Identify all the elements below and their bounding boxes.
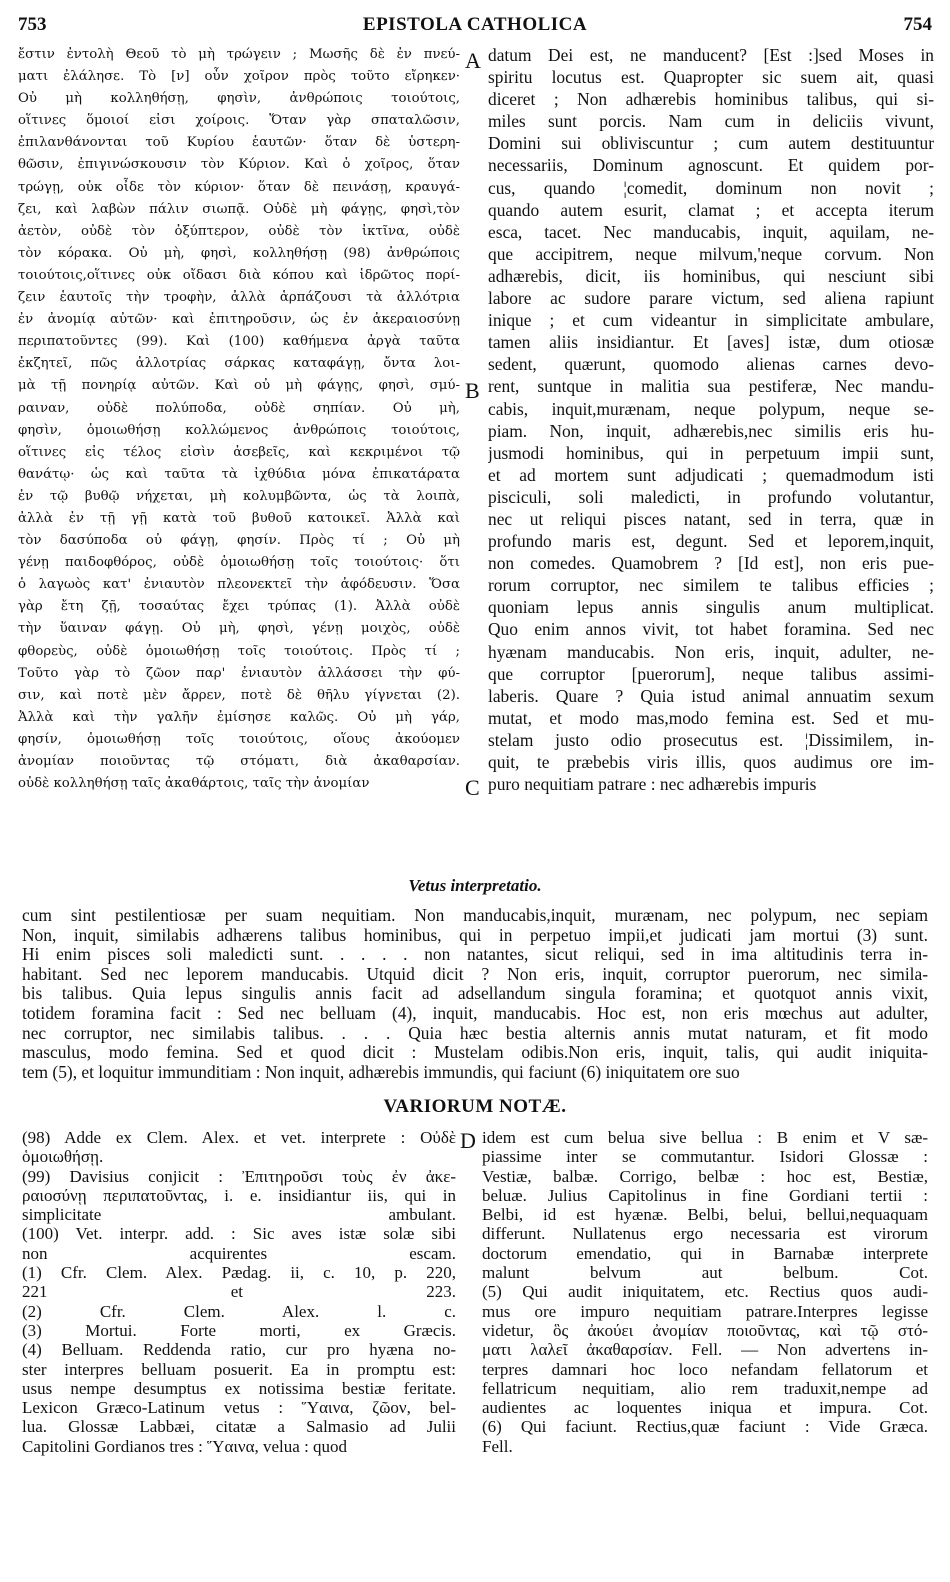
note-line: terpres damnari hoc loco nefandam fellatorum et xyxy=(482,1359,928,1379)
latin-text-line: sedent, quærunt, quomodo alienas carnes devo- xyxy=(488,354,934,375)
latin-text-line: laberis. Quare ? Quia istud animal annuatim sexum xyxy=(488,685,934,706)
greek-text-line: ραιναν, οὐδὲ πολύποδα, οὐδὲ σηπίαν. Οὐ μὴ, xyxy=(18,400,460,416)
latin-text-line: stelam justo odio prosecutus est. ¦Dissimilem, in- xyxy=(488,729,934,750)
latin-text-line: labore ac sudore parare victum, sed aliena rapiunt xyxy=(488,288,934,309)
greek-text-line: ζει, καὶ λαβὼν πάλιν σιωπᾷ. Οὐδὲ μὴ φάγῃς, φησὶ,τὸν xyxy=(18,201,460,217)
vetus-interpretatio-text xyxy=(22,906,928,1082)
greek-text-column xyxy=(18,44,460,795)
greek-text-line: ἐκζητεῖ, πῶς ἀλλοτρίας σάρκας καταφάγῃ, ὄντα λοι- xyxy=(18,356,460,372)
greek-text-line: ζειν ἑαυτοῖς τὴν τροφὴν, ἀλλὰ ἁρπάζουσι τὰ ἀλλότρια xyxy=(18,290,460,306)
latin-text-line: et ad mortem sunt adjudicati ; quemadmodum isti xyxy=(488,464,934,485)
latin-text-line: rorum corruptor, nec similem te talibus efficies ; xyxy=(488,575,934,596)
latin-text-line: cus, quando ¦comedit, dominum non novit ; xyxy=(488,177,934,198)
greek-text-line: περιπατοῦντες (99). Καὶ (100) καθήμενα ἀργὰ ταῦτα xyxy=(18,334,460,350)
greek-text-line: γένῃ παιδοφθόρος, οὐδὲ ὁμοιωθήσῃ τοῖς τοιούτοις· ὅτι xyxy=(18,555,460,571)
latin-text-line: nec ut reliqui pisces natant, sed in terra, quæ in xyxy=(488,508,934,529)
greek-text-line: τρώγῃ, οὐκ οἶδε τὸν κύριον· ὅταν δὲ πεινάσῃ, κραυγά- xyxy=(18,179,460,195)
notes-left-column xyxy=(22,1128,456,1456)
latin-text-line: miles sunt porcis. Nam cum in deliciis vivunt, xyxy=(488,111,934,132)
greek-text-line: ἐπιλανθάνονται τοῦ Κυρίου ἑαυτῶν· ὅταν δὲ ὑστερη- xyxy=(18,135,460,151)
note-line: (2) Cfr. Clem. Alex. l. c. xyxy=(22,1301,456,1321)
latin-text-line: tamen aliis insidiantur. Et [aves] istæ, dum otiosæ xyxy=(488,332,934,353)
latin-text-line: pisciculi, soli maledicti, in profundo volutantur, xyxy=(488,486,934,507)
note-line: audientes ac loquentes iniqua et impura. Cot. xyxy=(482,1398,928,1418)
variorum-notae-heading: VARIORUM NOTÆ. xyxy=(383,1096,567,1117)
running-header xyxy=(18,14,932,38)
note-line: (99) Davisius conjicit : Ἐπιτηροῦσι τοὺς ἐν ἀκε- xyxy=(22,1166,456,1186)
note-line: malunt belvum aut belbum. Cot. xyxy=(482,1263,928,1283)
latin-text-line: non comedes. Quamobrem ? [Id est], non eris pue- xyxy=(488,553,934,574)
note-line: (3) Mortui. Forte morti, ex Græcis. xyxy=(22,1320,456,1340)
greek-text-line: τοιούτοις,οἵτινες οὐκ οἴδασι διὰ κόπου καὶ ἱδρῶτος πορί- xyxy=(18,267,460,283)
note-line: Capitolini Gordianos tres : Ὕαινα, velua : quod xyxy=(22,1436,348,1456)
note-line: fellatricum nequitiam, alio rem traduxit,nempe ad xyxy=(482,1378,928,1398)
latin-text-line: spiritu locutus est. Quapropter sic suem ait, quasi xyxy=(488,67,934,88)
vetus-text-line: Hi enim pisces soli maledicti sunt. . . . . non natantes, sicut reliqui, sed in ima altitudinis terra in- xyxy=(22,945,928,965)
greek-text-line: μὰ τῇ πονηρίᾳ αὐτῶν. Καὶ οὐ μὴ φάγῃς, φησὶ, σμύ- xyxy=(18,378,460,394)
margin-letter-c: C xyxy=(465,775,480,800)
vetus-interpretatio-heading: Vetus interpretatio. xyxy=(408,876,542,895)
note-line: (98) Adde ex Clem. Alex. et vet. interprete : Οὐδὲ xyxy=(22,1128,456,1147)
left-page-number: 753 xyxy=(18,14,47,35)
greek-text-line: Τοῦτο γὰρ τὸ ζῶον παρ' ἐνιαυτὸν ἀλλάσσει τὴν φύ- xyxy=(18,665,460,681)
latin-text-line: rent, suntque in malitia sua pestiferæ, Nec mandu- xyxy=(488,376,934,397)
latin-text-line: diceret ; Non adhærebis hominibus talibus, qui si- xyxy=(488,89,934,110)
note-line: idem est cum belua sive bellua : B enim et V sæ- xyxy=(482,1128,928,1147)
note-line: Belbi, id est hyænæ. Belbi, belui, bellui,nequaquam xyxy=(482,1205,928,1225)
greek-text-line: ἐν ἀνομίᾳ αὐτῶν· καὶ ἐπιτηροῦσιν, ὡς ἐν ἀκεραιοσύνῃ xyxy=(18,312,460,328)
note-line: piassime inter se commutantur. Isidori Glossæ : xyxy=(482,1147,928,1167)
note-line: (6) Qui faciunt. Rectius,quæ faciunt : Vide Græca. xyxy=(482,1417,928,1437)
vetus-text-line: totidem foramina facit : Sed nec belluam (4), inquit, manducabis. Hoc est, non eris mœchus aut adulter, xyxy=(22,1003,928,1023)
greek-text-line: οὐδὲ κολληθήσῃ ταῖς ἀκαθάρτοις, ταῖς τὴν ἀνομίαν xyxy=(18,776,370,792)
note-line: (100) Vet. interpr. add. : Sic aves istæ solæ sibi xyxy=(22,1224,456,1244)
note-line: (5) Qui audit iniquitatem, etc. Rectius quos audi- xyxy=(482,1282,928,1302)
vetus-text-line: cum sint pestilentiosæ per suam nequitiam. Non manducabis,inquit, murænam, nec polypum, nec sepiam xyxy=(22,906,928,925)
note-line: mus ore impuro nequitiam patrare.Interpres legisse xyxy=(482,1301,928,1321)
note-line: lua. Glossæ Labbæi, citatæ a Salmasio ad Julii xyxy=(22,1417,456,1437)
note-line: videtur, ὃς ἀκούει ἀνομίαν ποιοῦντας, καὶ τῷ στό- xyxy=(482,1320,928,1340)
latin-text-line: Quo enim annos vivit, tot habet foramina. Sed nec xyxy=(488,619,934,640)
note-line: (4) Belluam. Reddenda ratio, cur pro hyæna no- xyxy=(22,1340,456,1360)
note-line: Vestiæ, balbæ. Corrigo, belbæ : hoc est, Bestiæ, xyxy=(482,1166,928,1186)
latin-text-line: hyænam manducabis. Non eris, inquit, adulter, ne- xyxy=(488,641,934,662)
greek-text-line: γὰρ ἔτη ζῇ, τοσαύτας ἔχει τρύπας (1). Ἀλλὰ οὐδὲ xyxy=(18,599,460,615)
note-line: Lexicon Græco-Latinum vetus : Ὕαινα, ζῶον, bel- xyxy=(22,1398,456,1418)
greek-text-line: ὁ λαγωὸς κατ' ἐνιαυτὸν πλεονεκτεῖ τὴν ἀφόδευσιν. Ὅσα xyxy=(18,577,460,593)
greek-text-line: ματι ἐλάλησε. Τὸ [ν] οὖν χοῖρον πρὸς τοῦτο εἴρηκεν· xyxy=(18,69,460,85)
latin-text-line: quit, te præbebis viris illis, quos audimus ore im- xyxy=(488,752,934,772)
greek-text-line: Οὐ μὴ κολληθήσῃ, φησὶν, ἀνθρώποις τοιούτοις, xyxy=(18,91,460,107)
vetus-text-line: habitant. Sed nec leporem manducabis. Utquid dicit ? Non eris, inquit, corruptor puerorum, nec simila- xyxy=(22,964,928,984)
greek-text-line: ἐν τῷ βυθῷ νήχεται, μὴ κολυμβῶντα, ὡς τὰ λοιπὰ, xyxy=(18,488,460,504)
latin-text-line: mutat, et modo mas,modo femina est. Sed et mu- xyxy=(488,707,934,728)
latin-text-line: piam. Non, inquit, adhærebis,nec similis eris hu- xyxy=(488,420,934,441)
note-line: usus nempe desumptus ex notissima bestiæ feritate. xyxy=(22,1378,456,1398)
margin-letter-a: A xyxy=(465,48,481,73)
note-line: ὁμοιωθήσῃ. xyxy=(22,1147,104,1167)
vetus-text-line: bis talibus. Quia lepus singulis annis facit ad adsellandum singula foramina; et quotquot annis vixit, xyxy=(22,984,928,1004)
greek-text-line: θῶσιν, ἐπιγινώσκουσιν τὸν Κύριον. Καὶ ὁ χοῖρος, ὅταν xyxy=(18,157,460,173)
margin-letter-b: B xyxy=(465,378,480,403)
greek-text-line: φθορεὺς, οὐδὲ ὁμοιωθήσῃ τοῖς τοιούτοις. Πρὸς τί ; xyxy=(18,643,460,659)
note-line: ματι λαλεῖ ἀκαθαρσίαν. Fell. — Non advertens in- xyxy=(482,1340,928,1360)
latin-text-line: que accipitrem, neque milvum,'neque corvum. Non xyxy=(488,243,934,264)
latin-text-line: cabis, inquit,murænam, neque polypum, neque se- xyxy=(488,398,934,419)
right-page-number: 754 xyxy=(903,14,932,35)
note-line: ραιοσύνῃ περιπατοῦντας, i. e. insidiantur iis, qui in xyxy=(22,1185,456,1205)
latin-text-line: necessariis, Dominum agnoscunt. Et quidem por- xyxy=(488,155,934,176)
note-line: doctorum emendatio, qui in Barnabæ interprete xyxy=(482,1243,928,1263)
running-title: EPISTOLA CATHOLICA xyxy=(362,14,588,35)
greek-text-line: ἀλλὰ ἐν τῇ γῇ κατὰ τοῦ βυθοῦ κατοικεῖ. Ἀλλὰ καὶ xyxy=(18,510,460,526)
vetus-text-line: Non, inquit, similabis adhærens talibus hominibus, qui in perpetuo impii,et judicati jam mortui (3) sunt. xyxy=(22,925,928,945)
greek-text-line: ἀετὸν, οὐδὲ τὸν ὀξύπτερον, οὐδὲ τὸν ἰκτῖνα, οὐδὲ xyxy=(18,223,460,239)
greek-text-line: ἀνομίαν ποιοῦντας τῷ στόματι, διὰ ἀκαθαρσίαν. xyxy=(18,754,460,769)
note-line: differunt. Nullatenus ergo necessaria est virorum xyxy=(482,1224,928,1244)
latin-text-line: esca, tacet. Nec manducabis, inquit, aquilam, ne- xyxy=(488,221,934,242)
margin-letter-d: D xyxy=(460,1128,476,1153)
note-line: ster interpres belluam posuerit. Ea in promptu est: xyxy=(22,1359,456,1379)
latin-text-line: profundo maris est, degunt. Sed et leporem,inquit, xyxy=(488,531,934,552)
latin-text-line: Domini sui obliviscuntur ; cum autem destituuntur xyxy=(488,133,934,154)
notes-right-column xyxy=(482,1128,928,1456)
latin-text-line: adhærebis, dicit, iis hominibus, qui nesciunt sibi xyxy=(488,265,934,286)
latin-text-line: quoniam lepus annis singulis anum multiplicat. xyxy=(488,597,934,618)
vetus-text-line: nec corruptor, nec similabis talibus. . . . Quia hæc bestia alternis annis mutat naturam, et fit modo xyxy=(22,1023,928,1043)
note-line: beluæ. Julius Capitolinus in fine Gordiani tertii : xyxy=(482,1185,928,1205)
latin-text-line: que corruptor [puerorum], neque talibus assimi- xyxy=(488,663,934,684)
greek-text-line: ἔστιν ἐντολὴ Θεοῦ τὸ μὴ τρώγειν ; Μωσῆς δὲ ἐν πνεύ- xyxy=(18,47,460,62)
note-line: Fell. xyxy=(482,1436,513,1456)
greek-text-line: φησὶν, ὁμοιωθήσῃ κολλώμενος ἀνθρώποις τοιούτοις, xyxy=(18,422,460,438)
greek-text-line: σιν, καὶ ποτὲ μὲν ἄρρεν, ποτὲ δὲ θῆλυ γίγνεται (2). xyxy=(18,687,460,703)
note-line: (1) Cfr. Clem. Alex. Pædag. ii, c. 10, p. 220, xyxy=(22,1263,456,1283)
note-line: 221 et 223. xyxy=(22,1282,456,1302)
latin-text-line: puro nequitiam patrare : nec adhærebis impuris xyxy=(488,774,817,795)
latin-text-line: jusmodi hominibus, qui in perpetuum impii sunt, xyxy=(488,442,934,463)
greek-text-line: φησίν, ὁμοιωθήσῃ τοῖς τοιούτοις, οἵους ἀκούομεν xyxy=(18,731,460,747)
greek-text-line: οἵτινες ὅμοιοί εἰσι χοίροις. Ὅταν γὰρ σπαταλῶσιν, xyxy=(18,113,460,129)
note-line: simplicitate ambulant. xyxy=(22,1205,456,1225)
latin-text-line: inique ; et cum videantur in simplicitate ambulare, xyxy=(488,310,934,331)
greek-text-line: οἵτινες εἰς τέλος εἰσὶν ἀσεβεῖς, καὶ κεκριμένοι τῷ xyxy=(18,444,460,460)
latin-text-line: datum Dei est, ne manducent? [Est :]sed Moses in xyxy=(488,45,934,65)
greek-text-line: τὸν δασύποδα οὐ φάγῃ, φησίν. Πρὸς τί ; Οὐ μὴ xyxy=(18,533,460,549)
greek-text-line: τὴν ὕαιναν φάγῃ. Οὐ μὴ, φησὶ, γένῃ μοιχὸς, οὐδὲ xyxy=(18,621,460,637)
vetus-text-line: masculus, modo femina. Sed et quod dicit : Mustelam odibis.Non eris, inquit, talis, qui audit iniquita- xyxy=(22,1043,928,1063)
latin-text-line: quando autem esurit, clamat ; et accepta iterum xyxy=(488,199,934,220)
vetus-text-line: tem (5), et loquitur immunditiam : Non inquit, adhærebis immundis, qui faciunt (6) iniquitatem ore suo xyxy=(22,1062,740,1082)
note-line: non acquirentes escam. xyxy=(22,1243,456,1263)
greek-text-line: τὸν κόρακα. Οὐ μὴ, φησὶ, κολληθήσῃ (98) ἀνθρώποις xyxy=(18,245,460,261)
latin-text-column xyxy=(488,44,934,795)
greek-text-line: θανάτῳ· ὡς καὶ ταῦτα τὰ ἰχθύδια μόνα ἐπικατάρατα xyxy=(18,466,460,482)
greek-text-line: Ἀλλὰ καὶ τὴν γαλῆν ἐμίσησε καλῶς. Οὐ μὴ γάρ, xyxy=(18,709,460,725)
